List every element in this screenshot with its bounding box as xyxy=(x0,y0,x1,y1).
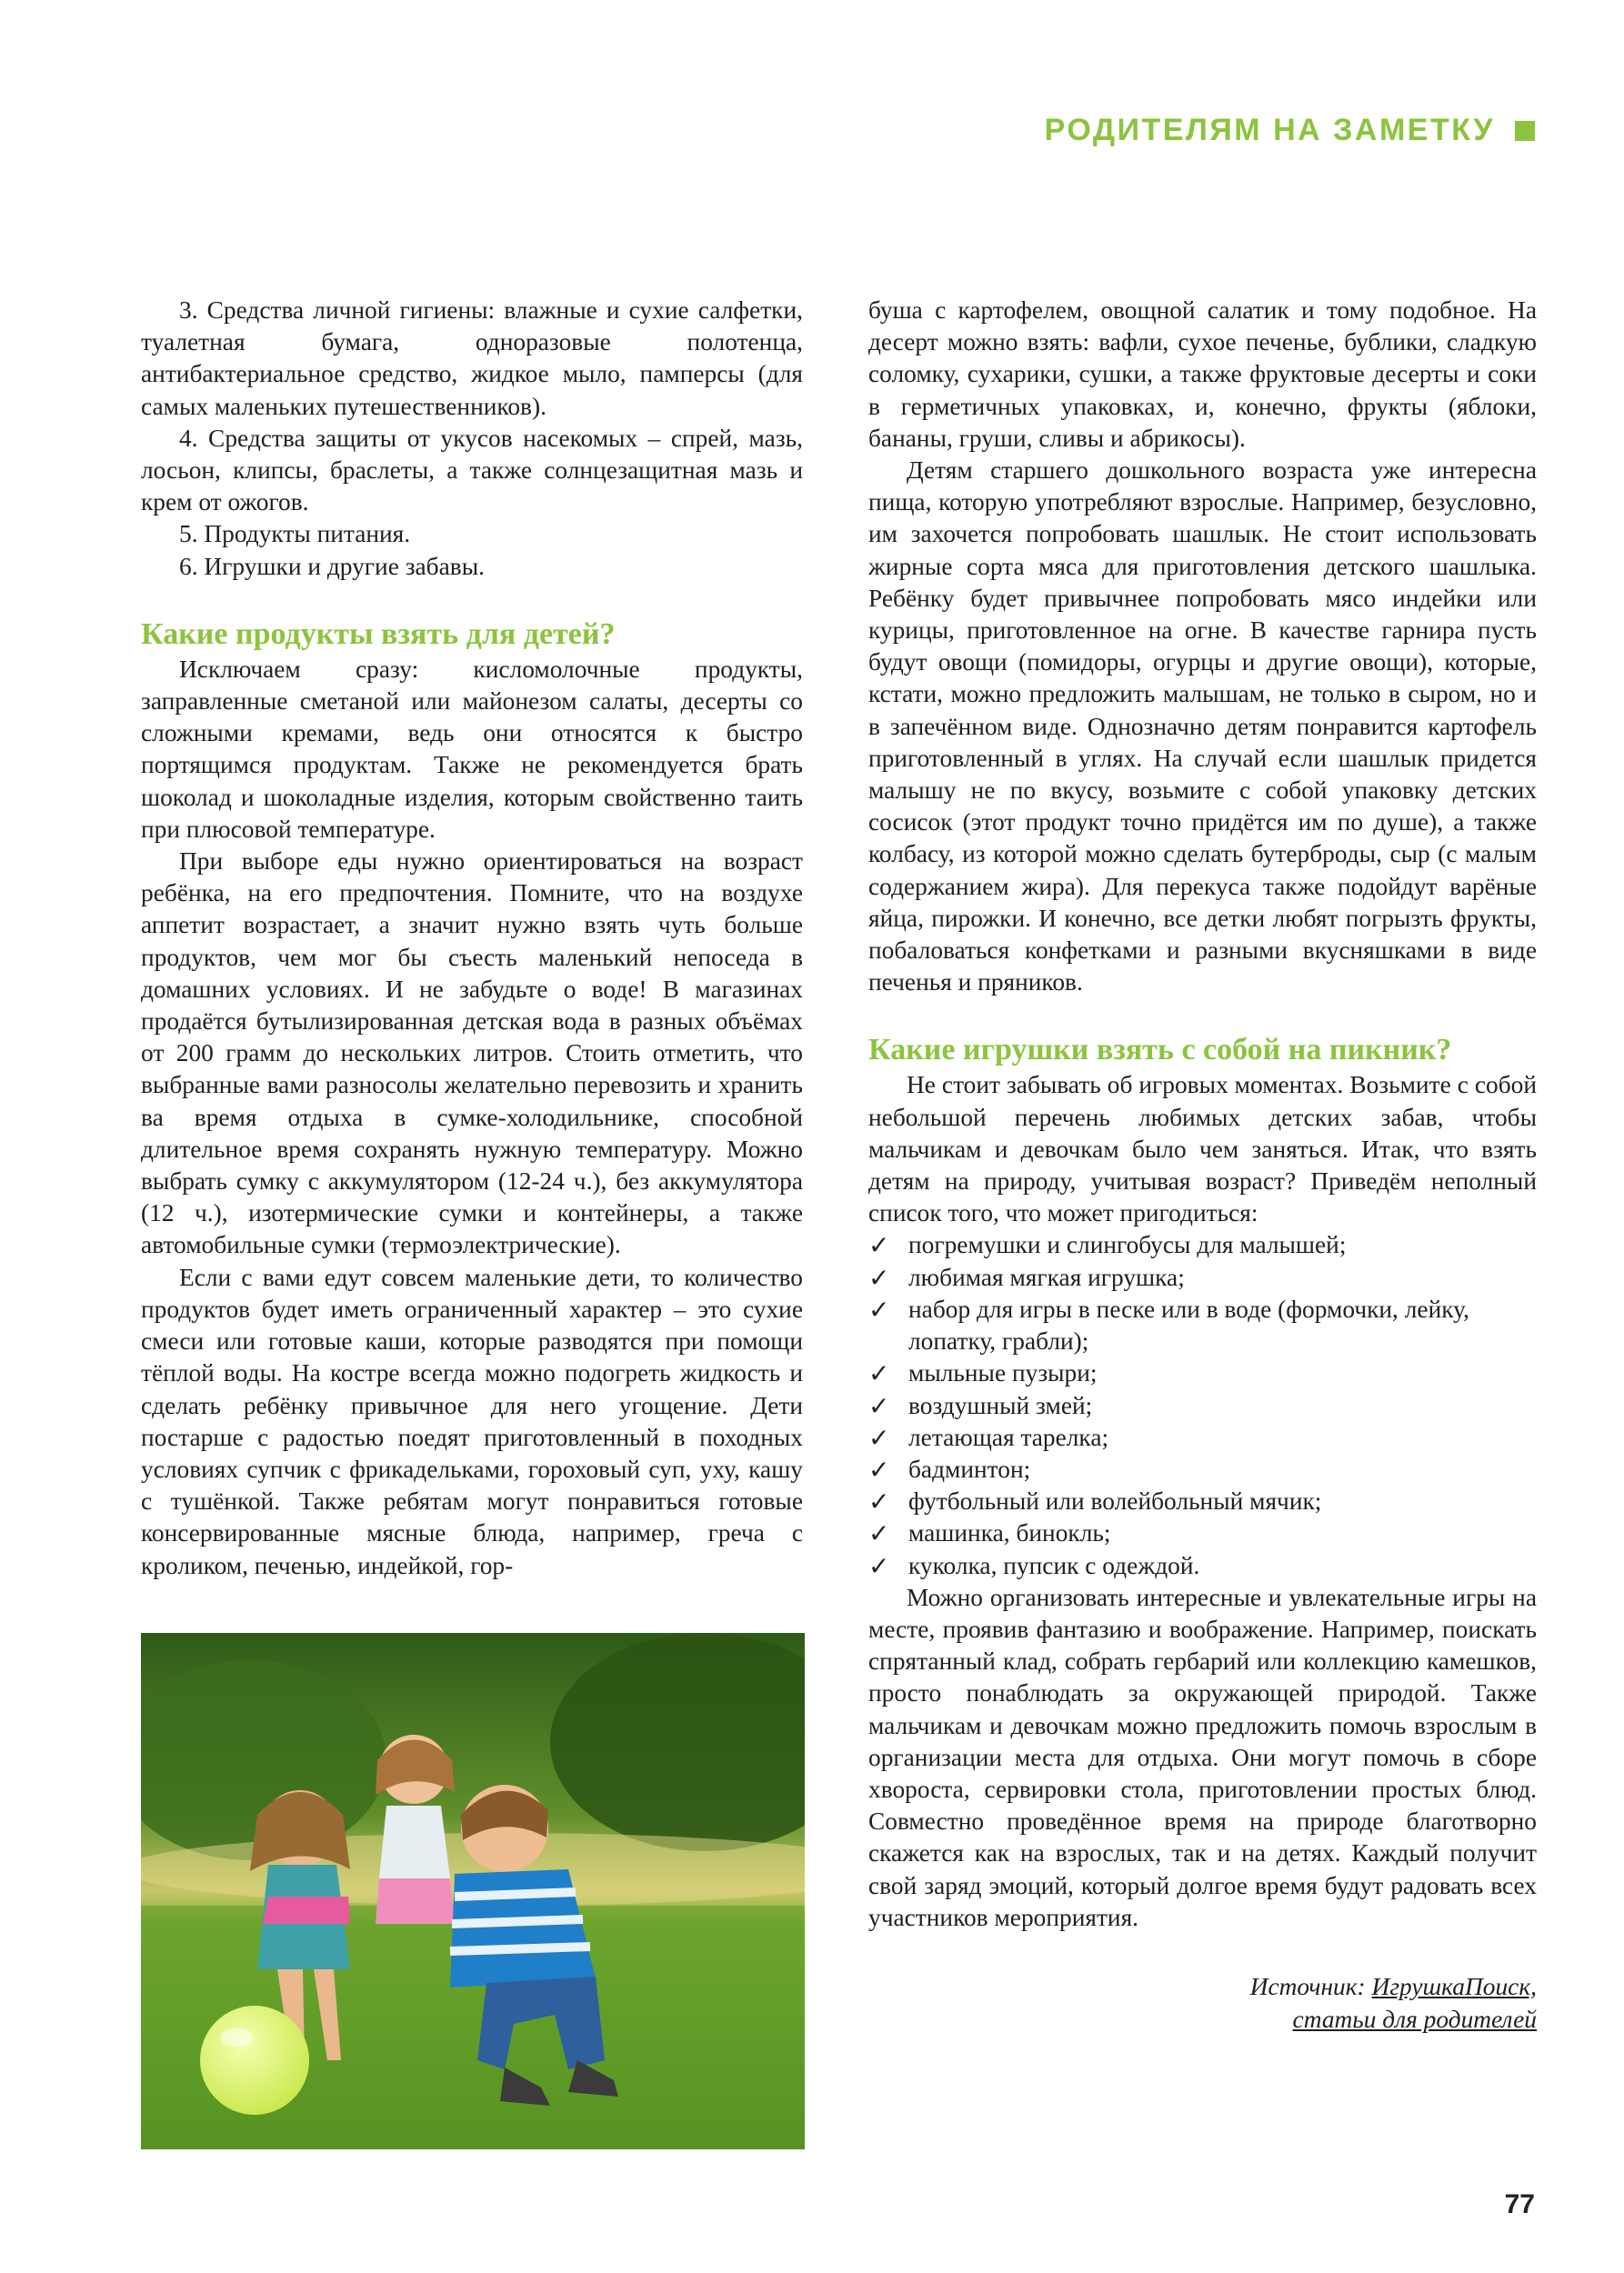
heading-food: Какие продукты взять для детей? xyxy=(141,616,616,651)
toy-checklist xyxy=(868,1229,1537,1581)
checkmark-icon: ✓ xyxy=(868,1487,890,1517)
checkmark-icon: ✓ xyxy=(868,1422,890,1453)
source-link-name[interactable]: ИгрушкаПоиск, xyxy=(1371,1972,1537,2000)
header-square-icon xyxy=(1515,121,1535,141)
checkmark-icon: ✓ xyxy=(868,1390,890,1421)
paragraph: буша с картофелем, овощной салатик и тому подобное. На десерт можно взять: вафли, сухое печенье, бублики, сладкую соломку, сухарики, сушки, а также фруктовые десерты и соки в герметичных упаковках, и, конечно, фрукты (яблоки, бананы, груши, сливы и абрикосы). xyxy=(868,296,1537,452)
list-item: 6. Игрушки и другие забавы. xyxy=(179,552,485,580)
children-playing-ball-photo xyxy=(141,1633,805,2149)
list-item: 4. Средства защиты от укусов насекомых – спрей, мазь, лосьон, клипсы, браслеты, а также солнцезащитная мазь и крем от ожогов. xyxy=(141,424,803,516)
section-header xyxy=(1045,113,1535,148)
list-item: 3. Средства личной гигиены: влажные и сухие салфетки, туалетная бумага, одноразовые полотенца, антибактериальное средство, жидкое мыло, памперсы (для самых маленьких путешественников). xyxy=(141,296,803,420)
paragraph: Детям старшего дошкольного возраста уже интересна пища, которую употребляют взрослые. Например, безусловно, им захочется попробовать шашлык. Не стоит использовать жирные сорта мяса для приготовления детского шашлыка. Ребёнку будет привычнее попробовать мясо индейки или курицы, приготовленное на огне. В качестве гарнира пусть будут овощи (помидоры, огурцы и другие овощи), которые, кстати, можно предложить малышам, не только в сыром, но и в запечённом виде. Однозначно детям понравится картофель приготовленный в углях. На случай если шашлык придется малышу не по вкусу, возьмите с собой упаковку детских сосисок (этот продукт точно придётся им по душе), а также колбасу, из которой можно сделать бутерброды, сыр (с малым содержанием жира). Для перекуса также подойдут варёные яйца, пирожки. И конечно, все детки любят погрызть фрукты, побаловаться конфетками и разными вкусняшками в виде печенья и пряников. xyxy=(868,456,1537,996)
checkmark-icon: ✓ xyxy=(868,1454,890,1485)
right-column xyxy=(868,295,1537,2036)
list-item: ✓ мыльные пузыри; xyxy=(868,1358,1098,1389)
list-item: ✓ куколка, пупсик с одеждой. xyxy=(868,1550,1200,1581)
left-column xyxy=(141,295,803,1582)
list-item: ✓ набор для игры в песке или в воде (формочки, лейку, лопатку, грабли); xyxy=(868,1294,1469,1356)
source-credit xyxy=(868,1970,1537,2036)
list-item: ✓ бадминтон; xyxy=(868,1454,1031,1485)
list-item: ✓ машинка, бинокль; xyxy=(868,1518,1111,1549)
list-item: ✓ футбольный или волейбольный мячик; xyxy=(868,1487,1322,1517)
checkmark-icon: ✓ xyxy=(868,1294,890,1325)
paragraph: Исключаем сразу: кисломолочные продукты, заправленные сметаной или майонезом салаты, десерты со сложными кремами, ведь они относятся к быстро портящимся продуктам. Также не рекомендуется брать шоколад и шоколадные изделия, которым свойственно таить при плюсовой температуре. xyxy=(141,655,803,843)
list-item: ✓ погремушки и слингобусы для малышей; xyxy=(868,1230,1347,1261)
paragraph: Не стоит забывать об игровых моментах. Возьмите с собой небольшой перечень любимых детских забав, чтобы мальчикам и девочкам было чем заняться. Итак, что взять детям на природу, учитывая возраст? Приведём неполный список того, что может пригодиться: xyxy=(868,1071,1537,1227)
source-label: Источник: xyxy=(1249,1972,1366,2000)
heading-toys: Какие игрушки взять с собой на пикник? xyxy=(868,1033,1452,1067)
list-item: ✓ любимая мягкая игрушка; xyxy=(868,1262,1185,1293)
checkmark-icon: ✓ xyxy=(868,1550,890,1581)
section-title: РОДИТЕЛЯМ НА ЗАМЕТКУ xyxy=(1044,113,1495,147)
paragraph: Можно организовать интересные и увлекательные игры на месте, проявив фантазию и воображение. Например, поискать спрятанный клад, собрать гербарий или коллекцию камешков, просто понаблюдать за окружающей природой. Также мальчикам и девочкам можно предложить помочь взрослым в организации места для отдыха. Они могут помочь в сборе хвороста, сервировки стола, приготовлении простых блюд. Совместно проведённое время на природе благотворно скажется как на взрослых, так и на детях. Каждый получит свой заряд эмоций, который долгое время будут радовать всех участников мероприятия. xyxy=(868,1583,1537,1931)
source-link-articles[interactable]: статьи для родителей xyxy=(1292,2005,1537,2033)
checkmark-icon: ✓ xyxy=(868,1230,890,1261)
page-number: 77 xyxy=(1504,2189,1535,2219)
checkmark-icon: ✓ xyxy=(868,1358,890,1389)
list-item: 5. Продукты питания. xyxy=(179,520,411,548)
checkmark-icon: ✓ xyxy=(868,1518,890,1549)
list-item: ✓ летающая тарелка; xyxy=(868,1422,1109,1453)
checkmark-icon: ✓ xyxy=(868,1262,890,1293)
list-item: ✓ воздушный змей; xyxy=(868,1390,1093,1421)
paragraph: При выборе еды нужно ориентироваться на возраст ребёнка, на его предпочтения. Помните, что на воздухе аппетит возрастает, а значит нужно взять чуть больше продуктов, чем мог бы съесть маленький непоседа в домашних условиях. И не забудьте о воде! В магазинах продаётся бутылизированная детская вода в разных объёмах от 200 грамм до нескольких литров. Стоить отметить, что выбранные вами разносолы желательно перевозить и хранить ва время отдыха в сумке-холодильнике, способной длительное время сохранять нужную температуру. Можно выбрать сумку с аккумулятором (12-24 ч.), без аккумулятора (12 ч.), изотермические сумки и контейнеры, а также автомобильные сумки (термоэлектрические). xyxy=(141,847,803,1259)
paragraph: Если с вами едут совсем маленькие дети, то количество продуктов будет иметь ограниченный характер – это сухие смеси или готовые каши, которые разводятся при помощи тёплой воды. На костре всегда можно подогреть жидкость и сделать ребёнку привычное для него угощение. Дети постарше с радостью поедят приготовленный в походных условиях супчик с фрикадельками, гороховый суп, уху, кашу с тушёнкой. Также ребятам могут понравиться готовые консервированные мясные блюда, например, греча с кроликом, печенью, индейкой, гор- xyxy=(141,1263,803,1579)
